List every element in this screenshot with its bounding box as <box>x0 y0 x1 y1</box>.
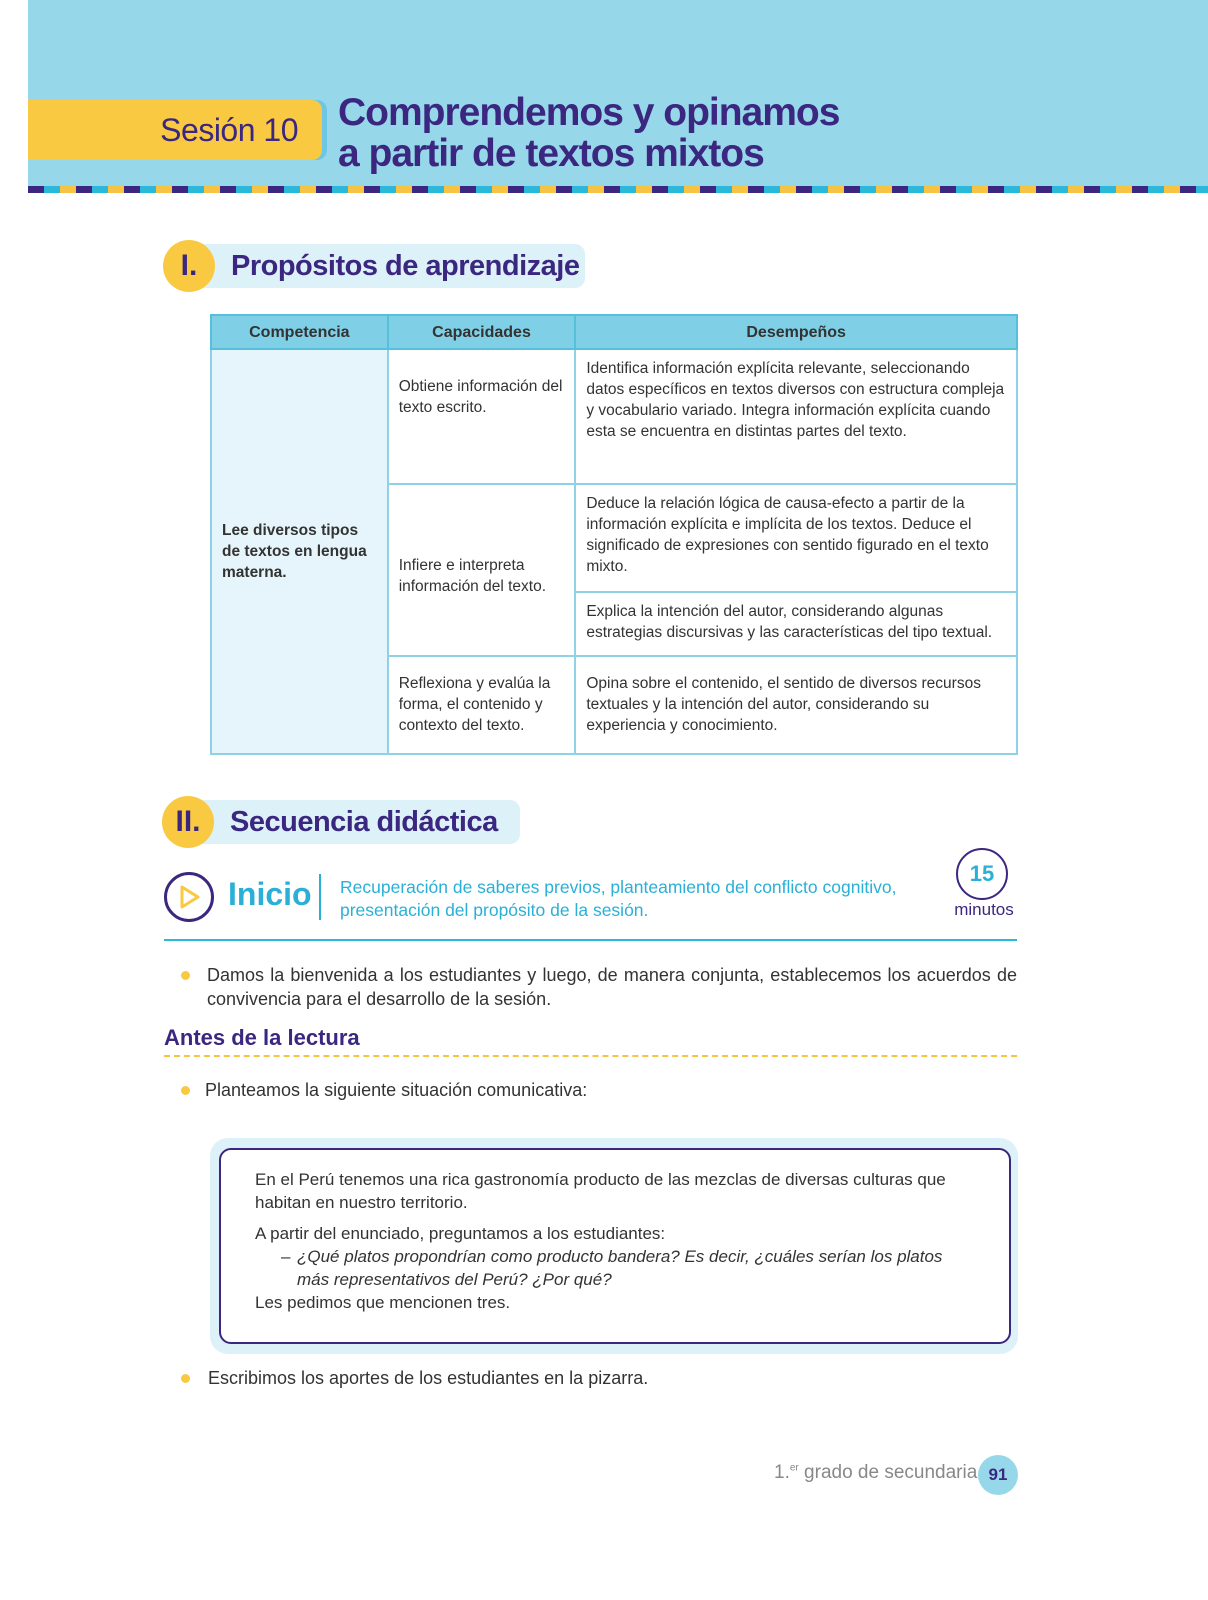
session-title-line2: a partir de textos mixtos <box>338 132 764 175</box>
capacidad-cell: Infiere e interpreta información del texto. <box>388 484 576 656</box>
purposes-table <box>210 314 1018 755</box>
table-header-desempenos: Desempeños <box>575 315 1017 349</box>
bullet-text: Planteamos la siguiente situación comunicativa: <box>205 1080 588 1100</box>
session-label: Sesión 10 <box>28 100 322 160</box>
section-heading-2 <box>162 796 522 848</box>
timer-unit: minutos <box>954 900 1014 919</box>
footer-grade-sup: er <box>789 1462 799 1474</box>
question-text: ¿Qué platos propondrían como producto bandera? Es decir, ¿cuáles serían los platos más representativos del Perú? ¿Por qué? <box>297 1247 943 1289</box>
situation-instruction: Les pedimos que mencionen tres. <box>255 1293 511 1312</box>
session-title <box>338 92 958 174</box>
footer-grade-text: grado de secundaria <box>798 1462 978 1483</box>
section-heading-1 <box>163 240 593 292</box>
section-title-1: Propósitos de aprendizaje <box>231 250 580 282</box>
situation-question <box>255 1245 977 1291</box>
table-header-capacidades: Capacidades <box>388 315 576 349</box>
inicio-description: Recuperación de saberes previos, planteamiento del conflicto cognitivo, presentación del propósito de la sesión. <box>340 877 897 920</box>
page-number: 91 <box>978 1455 1018 1495</box>
desempeno-cell: Opina sobre el contenido, el sentido de diversos recursos textuales y la intención del autor, considerando su experiencia y conocimiento. <box>575 656 1017 754</box>
bullet-text: Escribimos los aportes de los estudiantes en la pizarra. <box>208 1368 649 1388</box>
section-number-1: I. <box>163 240 215 292</box>
question-dash: – <box>281 1247 291 1266</box>
footer-grade <box>774 1462 977 1484</box>
timer-icon <box>956 848 1008 900</box>
capacidad-cell: Obtiene información del texto escrito. <box>388 349 576 484</box>
footer-grade-num: 1. <box>774 1462 790 1483</box>
inicio-rule <box>164 939 1017 941</box>
desempeno-cell: Deduce la relación lógica de causa-efecto a partir de la información explícita e implícita de los textos. Deduce el significado de expresiones con sentido figurado en el texto mixto. <box>575 484 1017 592</box>
session-title-line1: Comprendemos y opinamos <box>338 91 840 134</box>
bullet-dot <box>181 1374 190 1383</box>
capacidad-cell: Reflexiona y evalúa la forma, el contenido y contexto del texto. <box>388 656 576 754</box>
timer-value: 15 <box>969 861 995 886</box>
inicio-label: Inicio <box>228 876 312 912</box>
desempeno-cell: Identifica información explícita relevante, seleccionando datos específicos en textos diversos con estructura compleja y vocabulario variado. Integra información explícita cuando esta se encuentra en distintas partes del texto. <box>575 349 1017 484</box>
situation-box <box>219 1148 1011 1344</box>
header-dash-strip <box>28 186 1208 193</box>
dashed-divider <box>164 1055 1017 1057</box>
inicio-divider <box>319 874 321 920</box>
table-header-row <box>211 315 1017 349</box>
bullet-text: Damos la bienvenida a los estudiantes y luego, de manera conjunta, establecemos los acuerdos de convivencia para el desarrollo de la sesión. <box>207 965 1017 1009</box>
table-header-competencia: Competencia <box>211 315 388 349</box>
table-row <box>211 349 1017 484</box>
section-title-2: Secuencia didáctica <box>230 806 498 838</box>
subheading-antes-lectura: Antes de la lectura <box>164 1025 360 1050</box>
section-number-2: II. <box>162 796 214 848</box>
situation-prompt: A partir del enunciado, preguntamos a los estudiantes: <box>255 1224 666 1243</box>
desempeno-cell: Explica la intención del autor, considerando algunas estrategias discursivas y las características del tipo textual. <box>575 592 1017 656</box>
situation-text: En el Perú tenemos una rica gastronomía producto de las mezclas de diversas culturas que habitan en nuestro territorio. <box>255 1170 946 1212</box>
bullet-dot <box>181 971 190 980</box>
play-icon <box>164 872 214 922</box>
competencia-cell: Lee diversos tipos de textos en lengua materna. <box>211 349 388 754</box>
bullet-dot <box>181 1086 190 1095</box>
